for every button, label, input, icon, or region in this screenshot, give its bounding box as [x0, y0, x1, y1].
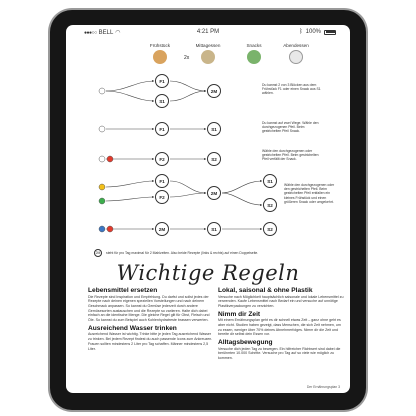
meal-label-dinner: Abendessen: [283, 43, 309, 48]
flow-node-s1: S1: [263, 174, 277, 188]
flow-arrow: [106, 91, 154, 101]
start-dot: [99, 156, 105, 162]
flow-arrow: [106, 197, 154, 201]
flow-arrow: [222, 193, 262, 205]
flow-node-s1: S1: [207, 122, 221, 136]
page-footer: Der Ernährungsplan 3: [306, 385, 340, 389]
wifi-icon: ◠: [115, 30, 121, 36]
flow-node-s2: S2: [207, 152, 221, 166]
start-dot-green: [99, 198, 105, 204]
flow-arrow: [106, 81, 154, 91]
diagram-legend: [94, 249, 258, 257]
text-take-time: Mit einem Ernährungsplan geht es dir schnell etwas Zeit – ganz ohne geht es aber nicht. Studien haben gezeigt, dass Menschen, die sich Zeit nehmen, um zu essen, weniger über 70% deines Abnehmerfolges. Nimm dir die Zeit und bereite dir selbst dein Essen vor.: [218, 318, 341, 337]
section-title: Wichtige Regeln: [116, 261, 300, 285]
text-everyday-movement: Versuche dich jeden Tag zu bewegen. Ein hilfreicher Richtwert sind dabei die berühmten 10.000 Schritte. Versuche pro Tag auf so viele wie möglich zu kommen.: [218, 346, 341, 361]
signal-icon: ●●●○○: [84, 29, 97, 36]
start-dot: [99, 126, 105, 132]
flow-node-s1: S1: [207, 222, 221, 236]
legend-text: steht für pro Tag maximal für 2 Mahlzeiten. Also beide Rezepte (links & rechts) auf einen Doppelseite.: [106, 251, 259, 255]
flow-arrow: [170, 193, 206, 197]
heading-everyday-movement: Alltagsbewegung: [218, 339, 273, 347]
flow-node-f2: F2: [155, 190, 169, 204]
text-replace-food: Die Rezepte sind Inspiration und Empfehlung. Du darfst und sollst jedes der Rezepte nach deinen eigenen speziellen Vorstellungen und nach deinem Geschmack anpassen. So kannst du Gemüse jederzeit durch andere Gemüsesorten austauschen und die Rezepte so variieren. Halte dich dabei einfach an die identische Menge. Die gleiche Regel gilt für Obst, Fleisch und Öle. So kannst du zum Beispiel auch Kohlenhydratreste brassen verwerten.: [88, 294, 210, 323]
column-right: [218, 287, 344, 363]
flow-node-s2: S2: [263, 222, 277, 236]
flow-arrow: [222, 181, 262, 193]
text-drink-water: Ausreichend Wasser ist wichtig. Trinke bitte je jeden Tag ausreichend Wasser zu trinken. Bei jedem Rezept findest du auch passende Icons zum Ankreuzen. Frauen sollten mindestens 2 Liter pro Tag schaffen. Männer mindestens 2,5 Liter.: [88, 332, 213, 351]
start-dot-yellow: [99, 184, 105, 190]
column-left: [88, 287, 214, 353]
note-4: Wähle den durchgezogenen oder den gestrichelten Pfeil. Beim gestrichelten Pfeil entfallen ein kleines Frühstück und einen größeren Snack oder umgekehrt.: [284, 183, 335, 204]
flow-node-2m: 2M: [155, 222, 169, 236]
text-local-seasonal: Versuche nach Möglichkeit hauptsächlich saisonale und lokale Lebensmittel zu verwenden. Kaufe Lebensmittel nach Bedarf ein und versuche auf unnötige Plastikverpackungen zu verzichten.: [218, 294, 344, 308]
carrier-label: BELL: [98, 29, 114, 36]
flow-node-s2: S2: [263, 198, 277, 212]
flow-arrow: [170, 181, 206, 193]
flow-node-s1: S1: [155, 94, 169, 108]
start-dot: [99, 88, 105, 94]
battery-label: 100%: [305, 29, 321, 35]
start-dot-red: [107, 156, 113, 162]
meal-label-snacks: Snacks: [246, 43, 262, 48]
note-3: Wähle den durchgezogenen oder gestrichelten Pfeil. Beim gestrichelten Pfeil verfällt der Snack.: [262, 149, 319, 162]
note-1: Du kannst 2 von 3 Blöcken aus dem Frühstück F1 oder einen Snack aus S1 wählen.: [262, 83, 321, 96]
flow-node-2m: 2M: [207, 84, 221, 98]
heading-local-seasonal: Lokal, saisonal & ohne Plastik: [218, 287, 313, 294]
heading-replace-food: Lebensmittel ersetzen: [88, 287, 158, 294]
flow-node-f1: F1: [155, 174, 169, 188]
legend-badge: 2M: [95, 251, 101, 255]
flow-arrow: [170, 91, 206, 101]
flow-node-f2: F2: [155, 152, 169, 166]
flow-arrow: [106, 181, 154, 187]
flow-node-2m: 2M: [207, 186, 221, 200]
note-2: Du kannst auf zwei Wege. Wähle den durchgezogenen Pfeil. Beim gestrichelten Pfeil Snack.: [262, 121, 319, 134]
flow-arrow: [170, 81, 206, 91]
flow-node-f1: F1: [155, 122, 169, 136]
tablet-screen: [66, 25, 350, 393]
status-time: 4:21 PM: [196, 29, 220, 35]
multiplier-label: 2x: [184, 55, 190, 61]
bluetooth-icon: ᛒ: [299, 29, 303, 35]
heading-take-time: Nimm dir Zeit: [218, 310, 261, 318]
heading-drink-water: Ausreichend Wasser trinken: [88, 324, 177, 332]
start-dot-blue: [99, 226, 105, 232]
meal-label-breakfast: Frühstück: [149, 43, 171, 48]
meal-label-lunch: Mittagessen: [195, 43, 221, 48]
start-dot-red: [107, 226, 113, 232]
flow-node-f1: F1: [155, 74, 169, 88]
